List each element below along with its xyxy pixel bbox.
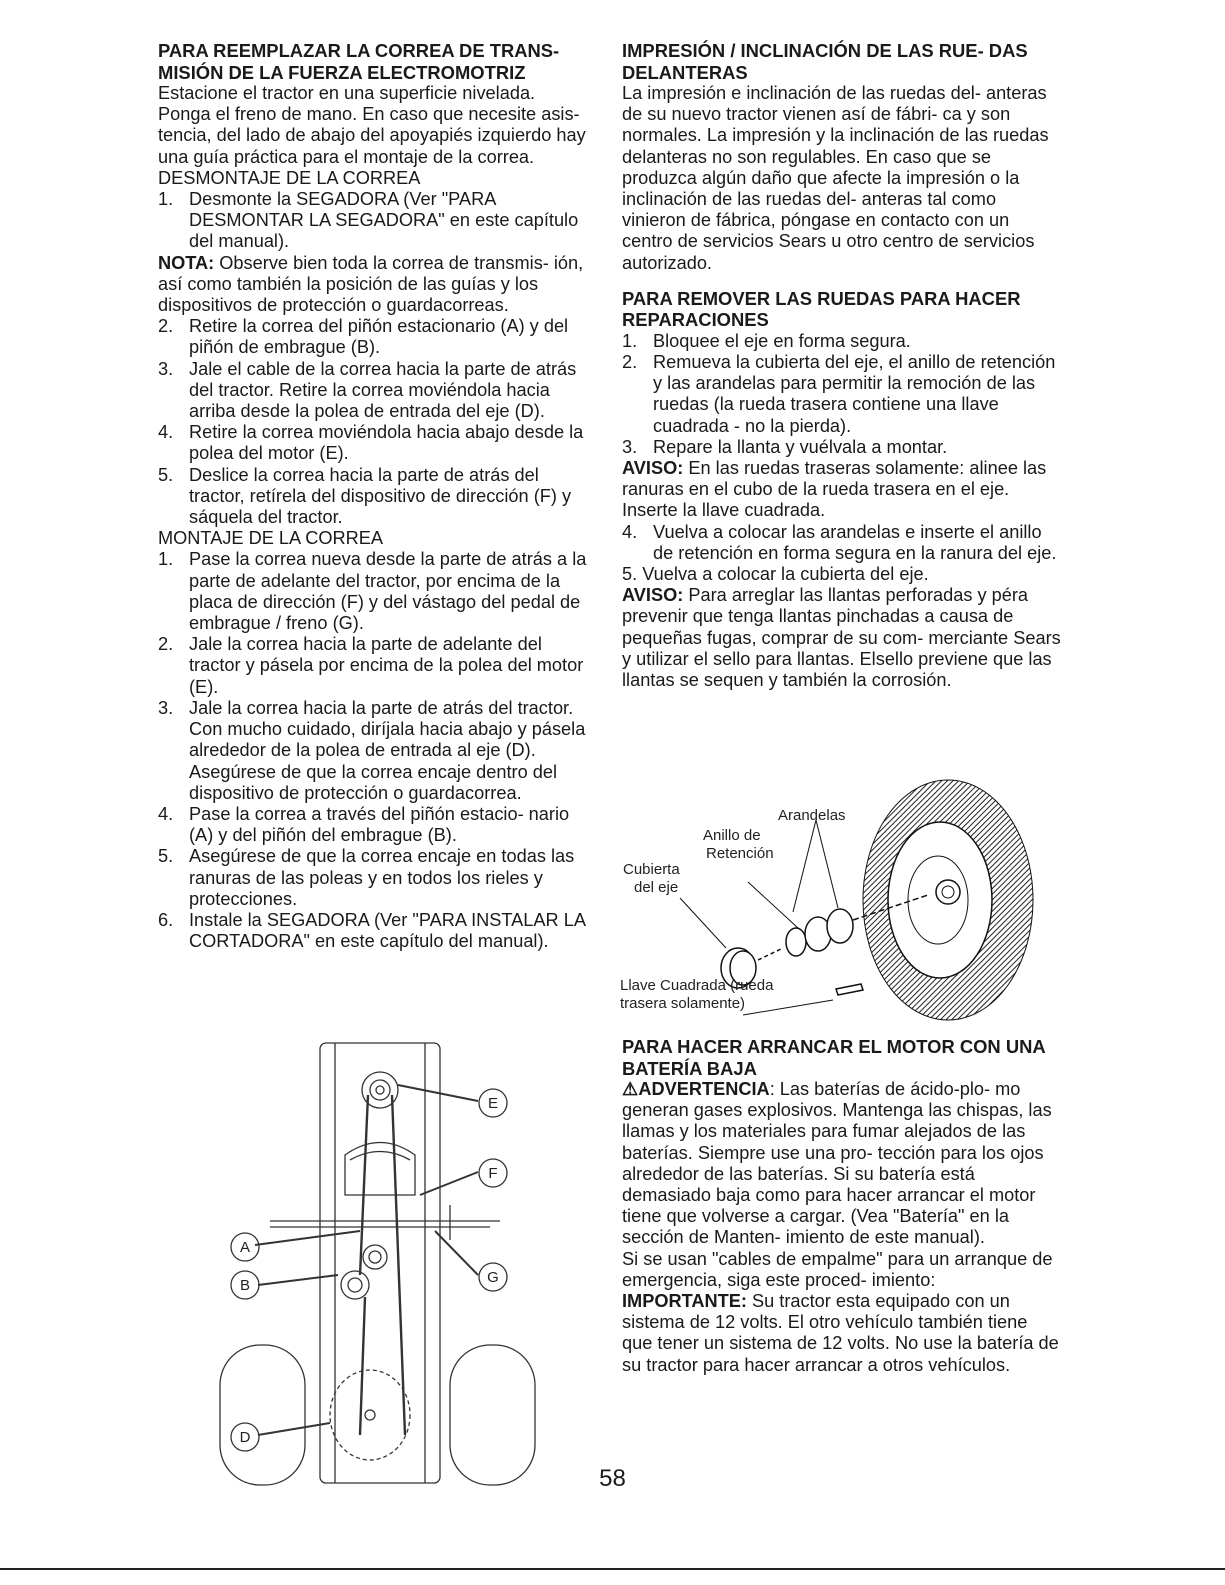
remove-steps (622, 331, 1062, 458)
wheels-text: La impresión e inclinación de las ruedas del- anteras de su nuevo tractor vienen así de fábri- ca y son normales. La impresión y la inclinación de las ruedas delanteras no son regulables. En caso que se produzca algún daño que afecte la impresión o la inclinación de las ruedas del- anteras tal como vinieron de fábrica, póngase en contacto con un centro de servicios Sears u otro centro de servicios autorizado. (622, 83, 1049, 273)
removal-step-1: Desmonte la SEGADORA (Ver "PARA DESMONTAR LA SEGADORA" en este capítulo del manual). (189, 189, 579, 252)
label-b: B (239, 1277, 251, 1294)
removal-step-1-list (158, 189, 590, 253)
removal-steps (158, 316, 590, 528)
label-llave-1: Llave Cuadrada (rueda (620, 977, 774, 994)
list-item: 1. Pase la correa nueva desde la parte de atrás a la parte de adelante del tractor, por encima de la placa de dirección (F) y del vástago del pedal de embrague / freno (G). (158, 549, 587, 634)
important-label: IMPORTANTE: (622, 1291, 747, 1312)
label-arandelas: Arandelas (778, 807, 846, 824)
bottom-rule (0, 1568, 1225, 1570)
right-column-lower (622, 1036, 1062, 1376)
belt-section-title: PARA REEMPLAZAR LA CORREA DE TRANS- MISIÓN DE LA FUERZA ELECTROMOTRIZ (158, 40, 560, 83)
list-item: 2. Remueva la cubierta del eje, el anillo de retención y las arandelas para permitir la remoción de las ruedas (la rueda trasera contiene una llave cuadrada - no la pierda). (622, 352, 1056, 436)
note-label: NOTA: (158, 252, 215, 273)
note-text: Observe bien toda la correa de transmis- ión, así como también la posición de las guías y los dispositivos de protección o guardacorreas. (158, 252, 584, 316)
aviso-label-1: AVISO: (622, 458, 684, 479)
list-item: 2. Retire la correa del piñón estacionario (A) y del piñón de embrague (B). (158, 316, 569, 358)
list-item: 4. Pase la correa a través del piñón estacio- nario (A) y del piñón del embrague (B). (158, 803, 570, 846)
remove-wheels-title: PARA REMOVER LAS RUEDAS PARA HACER REPARACIONES (622, 287, 1021, 331)
list-item: 1. Desmonte la SEGADORA (Ver "PARA DESMONTAR LA SEGADORA" en este capítulo del manual). (158, 189, 579, 252)
aviso-label-2: AVISO: (622, 585, 684, 606)
removal-heading: DESMONTAJE DE LA CORREA (158, 167, 421, 188)
list-item: 3. Repare la llanta y vuélvala a montar. (622, 436, 948, 457)
jump-text: Si se usan "cables de empalme" para un arranque de emergencia, siga este proced- imiento: (622, 1248, 1053, 1290)
label-f: F (488, 1165, 498, 1182)
belt-intro: Estacione el tractor en una superficie nivelada. Ponga el freno de mano. En caso que necesite asis- tencia, del lado de abajo del apoyapiés izquierdo hay una guía práctica para el montaje de la correa. (158, 83, 586, 167)
install-steps (158, 549, 590, 952)
note-paragraph (158, 253, 590, 317)
label-a: A (239, 1239, 251, 1256)
wheel-diagram (618, 770, 1038, 1045)
label-e: E (487, 1095, 499, 1112)
list-item: 6. Instale la SEGADORA (Ver "PARA INSTALAR LA CORTADORA" en este capítulo del manual). (158, 909, 585, 952)
label-cubierta-2: del eje (634, 879, 679, 896)
warning-icon: ⚠ (622, 1079, 639, 1099)
install-heading: MONTAJE DE LA CORREA (158, 528, 384, 549)
list-item: 3. Jale la correa hacia la parte de atrás del tractor. Con mucho cuidado, diríjala hacia abajo y pásela alrededor de la polea de entrada al eje (D). Asegúrese de que la correa encaje dentro del dispositivo de protección o guardacorrea. (158, 697, 586, 803)
label-anillo-1: Anillo de (703, 827, 761, 844)
step-5: 5. Vuelva a colocar la cubierta del eje. (622, 564, 929, 585)
right-column-upper (622, 40, 1062, 691)
list-item: 5. Deslice la correa hacia la parte de atrás del tractor, retírela del dispositivo de dirección (F) y sáquela del tractor. (158, 464, 572, 528)
important-paragraph: IMPORTANTE: Su tractor esta equipado con un sistema de 12 volts. El otro vehículo también tiene que tener un sistema de 12 volts. No use la batería de su tractor para hacer arrancar a otros vehículos. (622, 1291, 1059, 1375)
remove-steps-more (622, 522, 1062, 564)
left-column (158, 40, 590, 952)
list-item: 4. Vuelva a colocar las arandelas e inserte el anillo de retención en forma segura en la ranura del eje. (622, 521, 1057, 563)
list-item: 2. Jale la correa hacia la parte de adelante del tractor y pásela por encima de la polea del motor (E). (158, 634, 584, 697)
belt-diagram (210, 1035, 540, 1490)
list-item: 1. Bloquee el eje en forma segura. (622, 330, 911, 351)
label-llave-2: trasera solamente) (620, 995, 746, 1012)
warning-paragraph: ⚠ADVERTENCIA: Las baterías de ácido-plo- mo generan gases explosivos. Mantenga las chispas, las llamas y los materiales para fumar alejados de las baterías. Siempre use una pro- tección para los ojos alrededor de las baterías. Si su batería está demasiado baja como para hacer arrancar el motor tiene que volverse a cargar. (Vea "Batería" en la sección de Manten- imiento de este manual). (622, 1079, 1052, 1248)
wheels-title: IMPRESIÓN / INCLINACIÓN DE LAS RUE- DAS DELANTERAS (622, 40, 1028, 83)
warning-label: ADVERTENCIA (638, 1079, 770, 1099)
battery-title: PARA HACER ARRANCAR EL MOTOR CON UNA BATERÍA BAJA (622, 1036, 1045, 1079)
aviso-paragraph-1: AVISO: En las ruedas traseras solamente: alinee las ranuras en el cubo de la rueda trasera en el eje. Inserte la llave cuadrada. (622, 458, 1047, 521)
page-number: 58 (599, 1465, 626, 1492)
label-anillo-2: Retención (706, 845, 774, 862)
label-d: D (239, 1429, 251, 1446)
list-item: 3. Jale el cable de la correa hacia la parte de atrás del tractor. Retire la correa moviéndola hacia arriba desde la polea de entrada del eje (D). (158, 358, 577, 422)
list-item: 4. Retire la correa moviéndola hacia abajo desde la polea del motor (E). (158, 422, 584, 464)
label-g: G (487, 1269, 499, 1286)
label-cubierta-1: Cubierta (623, 861, 680, 878)
list-item: 5. Asegúrese de que la correa encaje en todas las ranuras de las poleas y en todos los rieles y protecciones. (158, 846, 575, 909)
aviso-paragraph-2: AVISO: Para arreglar las llantas perforadas y péra prevenir que tenga llantas pinchadas a causa de pequeñas fugas, comprar de su com- merciante Sears y utilizar el sello para llantas. Elsello previene que las llantas se sequen y también la corrosión. (622, 585, 1061, 691)
